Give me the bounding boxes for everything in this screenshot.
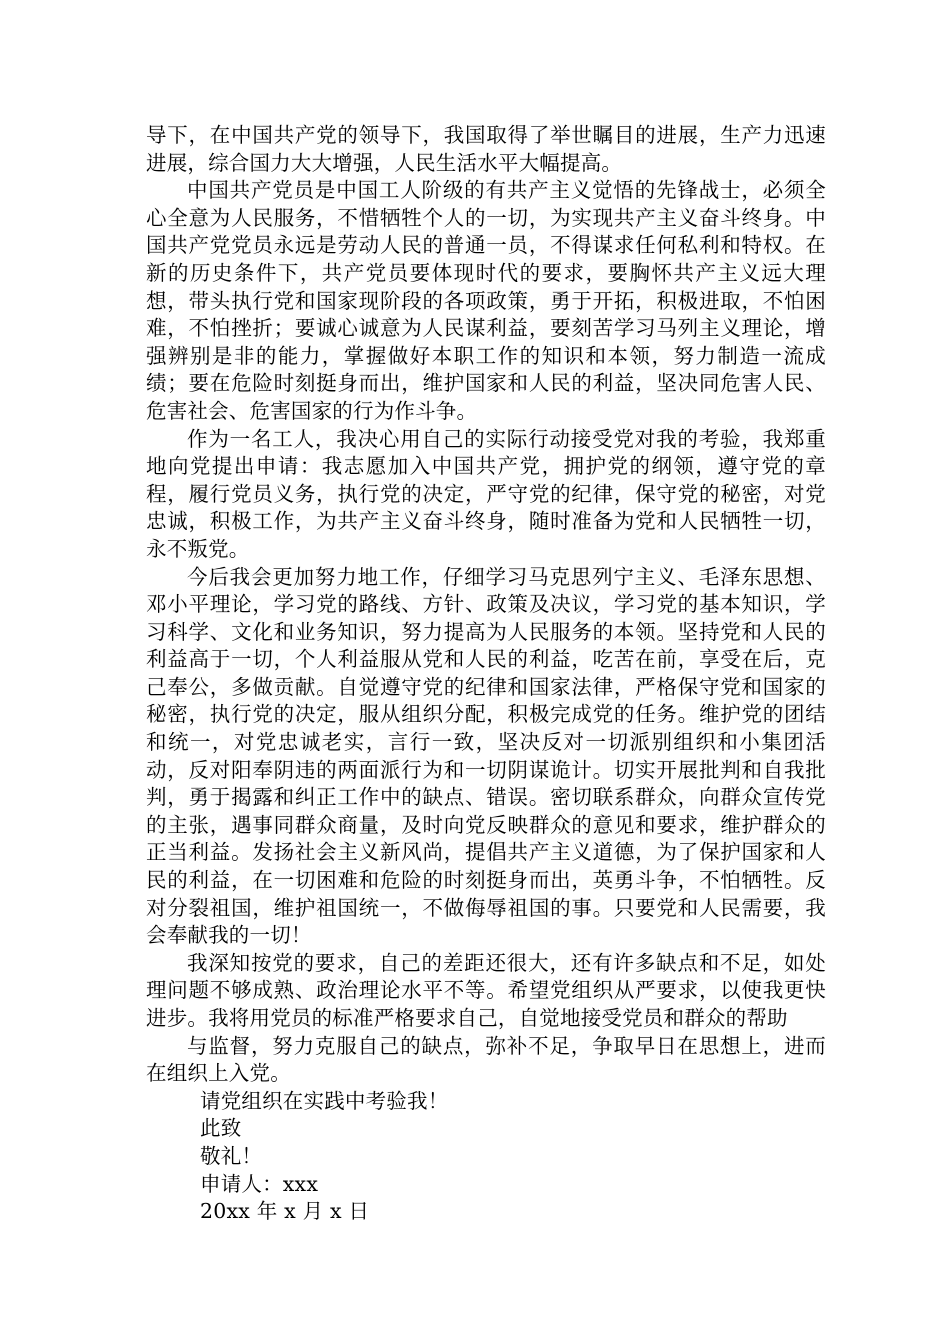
- applicant-signature-line: 申请人：xxx: [200, 1171, 319, 1196]
- date-line: 20xx 年 x 月 x 日: [200, 1199, 370, 1224]
- closing-salutation-2: 敬礼！: [200, 1143, 263, 1168]
- document-body: [146, 122, 826, 1226]
- paragraph-application-statement: 作为一名工人，我决心用自己的实际行动接受党对我的考验，我郑重地向党提出申请：我志愿加入中国共产党，拥护党的纲领，遵守党的章程，履行党员义务，执行党的决定，严守党的纪律，保守党的秘密，对党忠诚，积极工作，为共产主义奋斗终身，随时准备为党和人民牺牲一切，永不叛党。: [146, 426, 826, 561]
- paragraph-continuation: 导下，在中国共产党的领导下，我国取得了举世瞩目的进展，生产力迅速进展，综合国力大大增强，人民生活水平大幅提高。: [146, 123, 826, 175]
- paragraph-self-assessment: 我深知按党的要求，自己的差距还很大，还有许多缺点和不足，如处理问题不够成熟、政治理论水平不等。希望党组织从严要求，以使我更快进步。我将用党员的标准严格要求自己，自觉地接受党员和群众的帮助: [146, 950, 826, 1030]
- closing-request-line: 请党组织在实践中考验我！: [200, 1088, 449, 1113]
- closing-salutation-1: 此致: [200, 1116, 242, 1141]
- paragraph-supervision: 与监督，努力克服自己的缺点，弥补不足，争取早日在思想上，进而在组织上入党。: [146, 1033, 826, 1086]
- paragraph-future-commitments: 今后我会更加努力地工作，仔细学习马克思列宁主义、毛泽东思想、邓小平理论，学习党的路线、方针、政策及决议，学习党的基本知识，学习科学、文化和业务知识，努力提高为人民服务的本领。坚持党和人民的利益高于一切，个人利益服从党和人民的利益，吃苦在前，享受在后，克己奉公，多做贡献。自觉遵守党的纪律和国家法律，严格保守党和国家的秘密，执行党的决定，服从组织分配，积极完成党的任务。维护党的团结和统一，对党忠诚老实，言行一致，坚决反对一切派别组织和小集团活动，反对阳奉阴违的两面派行为和一切阴谋诡计。切实开展批判和自我批判，勇于揭露和纠正工作中的缺点、错误。密切联系群众，向群众宣传党的主张，遇事同群众商量，及时向党反映群众的意见和要求，维护群众的正当利益。发扬社会主义新风尚，提倡共产主义道德，为了保护国家和人民的利益，在一切困难和危险的时刻挺身而出，英勇斗争，不怕牺牲。反对分裂祖国，维护祖国统一，不做侮辱祖国的事。只要党和人民需要，我会奉献我的一切！: [146, 564, 826, 948]
- paragraph-party-member-duties: 中国共产党员是中国工人阶级的有共产主义觉悟的先锋战士，必须全心全意为人民服务，不惜牺牲个人的一切，为实现共产主义奋斗终身。中国共产党党员永远是劳动人民的普通一员，不得谋求任何私利和特权。在新的历史条件下，共产党员要体现时代的要求，要胸怀共产主义远大理想，带头执行党和国家现阶段的各项政策，勇于开拓，积极进取，不怕困难，不怕挫折；要诚心诚意为人民谋利益，要刻苦学习马列主义理论，增强辨别是非的能力，掌握做好本职工作的知识和本领，努力制造一流成绩；要在危险时刻挺身而出，维护国家和人民的利益，坚决同危害人民、危害社会、危害国家的行为作斗争。: [146, 178, 826, 423]
